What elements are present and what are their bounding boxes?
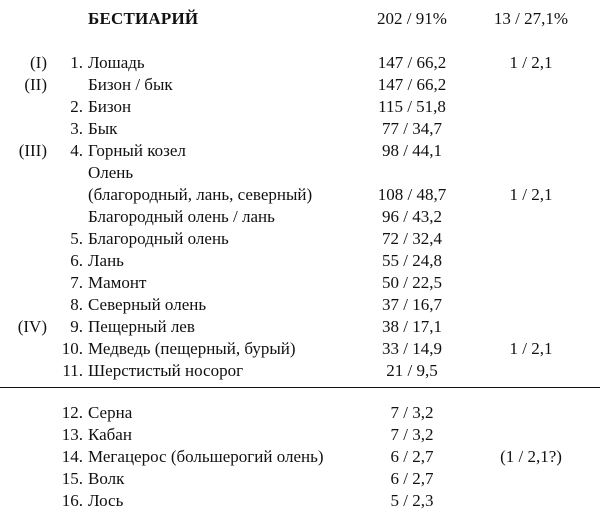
- animal-name: Бизон / бык: [88, 75, 173, 94]
- animal-name: Волк: [88, 469, 125, 488]
- row-number: 5.: [70, 229, 83, 248]
- animal-name: Лось: [88, 491, 124, 510]
- table-row: [0, 424, 600, 446]
- value-col1: 38 / 17,1: [382, 317, 442, 336]
- value-col1: 55 / 24,8: [382, 251, 442, 270]
- table-row: [0, 402, 600, 424]
- table-row: [0, 52, 600, 74]
- table-row: [0, 446, 600, 468]
- value-col1: 115 / 51,8: [378, 97, 446, 116]
- value-col1: 96 / 43,2: [382, 207, 442, 226]
- row-number: 6.: [70, 251, 83, 270]
- table-row: [0, 294, 600, 316]
- animal-name: Лошадь: [88, 53, 145, 72]
- value-col1: 6 / 2,7: [390, 447, 434, 466]
- table-row: [0, 118, 600, 140]
- animal-name: Благородный олень / лань: [88, 207, 275, 226]
- animal-name: Мамонт: [88, 273, 147, 292]
- row-number: 9.: [70, 317, 83, 336]
- table-row: [0, 490, 600, 512]
- animal-name: Шерстистый носорог: [88, 361, 244, 380]
- row-number: 11.: [62, 361, 83, 380]
- row-number: 14.: [61, 447, 83, 466]
- value-col1: 7 / 3,2: [390, 403, 434, 422]
- table-row: [0, 140, 600, 162]
- group-roman: (III): [18, 141, 47, 160]
- table-row: [0, 360, 600, 382]
- animal-name: Олень: [88, 163, 134, 182]
- animal-name: (благородный, лань, северный): [88, 185, 313, 204]
- animal-name: Медведь (пещерный, бурый): [88, 339, 296, 358]
- row-number: 16.: [61, 491, 83, 510]
- value-col1: 72 / 32,4: [382, 229, 442, 248]
- table-row: [0, 162, 600, 184]
- value-col1: 5 / 2,3: [390, 491, 434, 510]
- row-number: 12.: [61, 403, 83, 422]
- animal-name: Мегацерос (большерогий олень): [88, 447, 324, 466]
- animal-name: Пещерный лев: [88, 317, 195, 336]
- group-roman: (I): [30, 53, 47, 72]
- row-number: 1.: [70, 53, 83, 72]
- table-row: [0, 206, 600, 228]
- table-row: [0, 74, 600, 96]
- value-col1: 21 / 9,5: [386, 361, 438, 380]
- table-title: БЕСТИАРИЙ: [88, 9, 199, 28]
- table-row: [0, 96, 600, 118]
- value-col1: 33 / 14,9: [382, 339, 442, 358]
- table-row: [0, 250, 600, 272]
- row-number: 13.: [61, 425, 83, 444]
- row-number: 3.: [70, 119, 83, 138]
- row-number: 4.: [70, 141, 83, 160]
- table-row: [0, 338, 600, 360]
- animal-name: Серна: [88, 403, 133, 422]
- table-row: [0, 468, 600, 490]
- animal-name: Лань: [88, 251, 124, 270]
- table-row: [0, 316, 600, 338]
- value-col2: (1 / 2,1?): [500, 447, 562, 466]
- row-number: 8.: [70, 295, 83, 314]
- value-col1: 50 / 22,5: [382, 273, 442, 292]
- value-col2: 1 / 2,1: [509, 339, 553, 358]
- value-col1: 98 / 44,1: [382, 141, 442, 160]
- value-col1: 147 / 66,2: [377, 75, 447, 94]
- table-row: [0, 184, 600, 206]
- table-row: [0, 272, 600, 294]
- animal-name: Бизон: [88, 97, 132, 116]
- value-col2: 1 / 2,1: [509, 185, 553, 204]
- animal-name: Кабан: [88, 425, 132, 444]
- animal-name: Северный олень: [88, 295, 207, 314]
- value-col1: 77 / 34,7: [382, 119, 442, 138]
- value-col1: 147 / 66,2: [377, 53, 447, 72]
- animal-name: Благородный олень: [88, 229, 229, 248]
- section-divider: [0, 387, 600, 388]
- value-col1: 108 / 48,7: [377, 185, 447, 204]
- header-row: [0, 8, 600, 30]
- header-col2: 13 / 27,1%: [493, 9, 569, 28]
- value-col1: 6 / 2,7: [390, 469, 434, 488]
- group-roman: (IV): [17, 317, 47, 336]
- table-row: [0, 228, 600, 250]
- row-number: 15.: [61, 469, 83, 488]
- animal-name: Бык: [88, 119, 118, 138]
- row-number: 2.: [70, 97, 83, 116]
- row-number: 7.: [70, 273, 83, 292]
- value-col2: 1 / 2,1: [509, 53, 553, 72]
- value-col1: 37 / 16,7: [382, 295, 442, 314]
- group-roman: (II): [24, 75, 47, 94]
- value-col1: 7 / 3,2: [390, 425, 434, 444]
- row-number: 10.: [61, 339, 83, 358]
- header-col1: 202 / 91%: [377, 9, 447, 28]
- animal-name: Горный козел: [88, 141, 186, 160]
